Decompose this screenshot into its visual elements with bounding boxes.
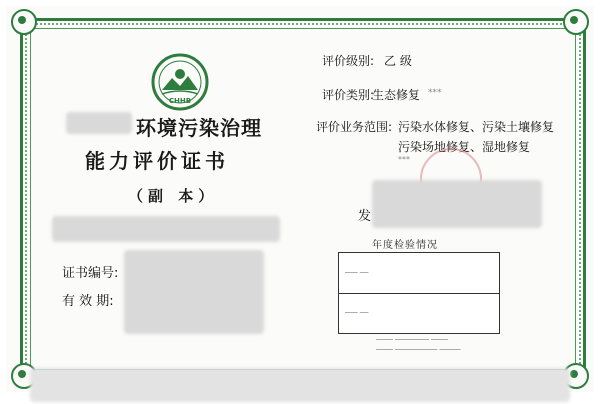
category-label: 评价类别: — [322, 88, 375, 102]
issuer-char: 发 — [358, 209, 372, 224]
cert-number-label: 证书编号: — [62, 266, 119, 281]
corner-ornament — [11, 9, 37, 35]
scope-label: 评价业务范围: — [316, 120, 393, 134]
scope-suffix: *** — [398, 155, 410, 164]
scope-line-1: 污染水体修复、污染土壤修复 — [398, 120, 555, 134]
redacted-number-validity — [124, 250, 264, 334]
scope-line-2: 污染场地修复、湿地修复 — [398, 140, 531, 154]
redacted-bottom — [30, 368, 570, 402]
validity-label: 有 效 期: — [62, 294, 114, 309]
emblem-text: CHHB — [168, 97, 192, 105]
annual-inspection-title: 年度检验情况 — [372, 240, 438, 251]
level-label: 评价级别: — [322, 54, 375, 68]
redacted-company-name — [52, 216, 280, 242]
certificate-title-line1: 环境污染治理 — [136, 116, 262, 140]
table-divider — [339, 293, 499, 294]
corner-ornament — [563, 9, 589, 35]
faint-print: ─── ── — [345, 309, 369, 317]
faint-print: ─── ── — [345, 269, 369, 277]
level-value: 乙 级 — [384, 54, 412, 68]
faint-note-line: ──── ──────── ──── — [376, 336, 448, 344]
category-value: 生态修复 — [372, 88, 421, 102]
copy-label: （副 本） — [128, 187, 219, 205]
faint-note-line: ──── ────────── ───── — [376, 346, 461, 354]
annual-inspection-table — [338, 252, 500, 334]
category-suffix: *** — [428, 88, 442, 98]
redacted-issuer — [372, 180, 542, 228]
emblem-logo — [150, 52, 210, 112]
redacted-org-name — [66, 112, 132, 134]
certificate-title-line2: 能力评价证书 — [85, 149, 229, 173]
